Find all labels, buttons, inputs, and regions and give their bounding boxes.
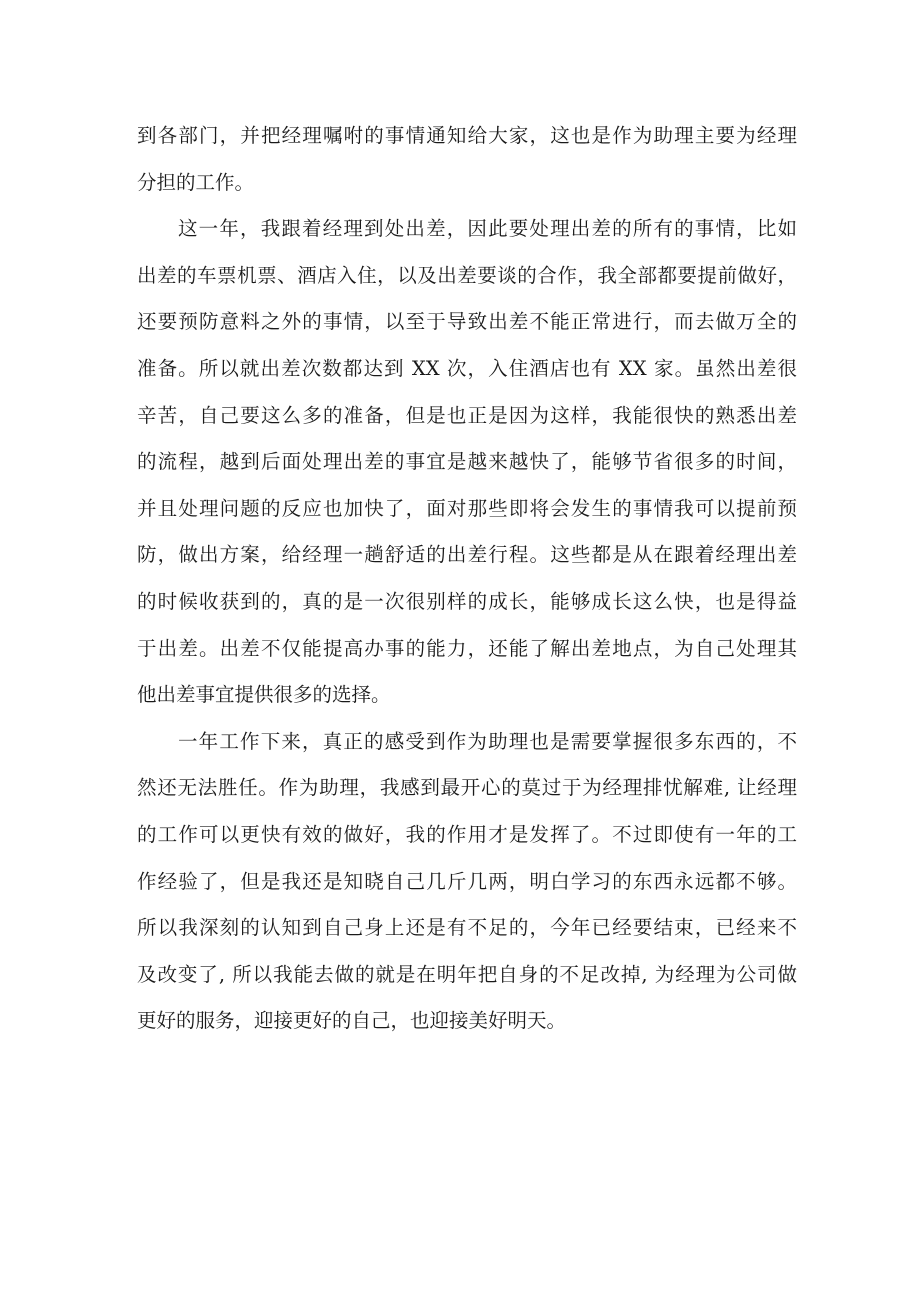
text-line: 的流程，越到后面处理出差的事宜是越来越快了，能够节省很多的时间，	[137, 450, 797, 474]
text-line: 准备。所以就出差次数都达到 XX 次，入住酒店也有 XX 家。虽然出差很	[137, 356, 797, 380]
text-line: 的时候收获到的，真的是一次很别样的成长，能够成长这么快，也是得益	[137, 589, 797, 613]
document-body	[137, 113, 797, 1045]
text-line: 一年工作下来，真正的感受到作为助理也是需要掌握很多东西的，不	[178, 729, 797, 753]
text-line: 更好的服务，迎接更好的自己，也迎接美好明天。	[137, 1009, 567, 1033]
paragraph-3	[137, 719, 797, 1045]
text-line: 这一年，我跟着经理到处出差，因此要处理出差的所有的事情，比如	[178, 217, 797, 241]
text-line: 辛苦，自己要这么多的准备，但是也正是因为这样，我能很快的熟悉出差	[137, 403, 797, 427]
text-line: 所以我深刻的认知到自己身上还是有不足的，今年已经要结束，已经来不	[137, 916, 797, 940]
text-line: 然还无法胜任。作为助理，我感到最开心的莫过于为经理排忧解难, 让经理	[137, 776, 797, 800]
paragraph-2	[137, 206, 797, 719]
text-line: 并且处理问题的反应也加快了，面对那些即将会发生的事情我可以提前预	[137, 496, 797, 520]
text-line: 及改变了, 所以我能去做的就是在明年把自身的不足改掉, 为经理为公司做	[137, 962, 797, 986]
text-line: 于出差。出差不仅能提高办事的能力，还能了解出差地点，为自己处理其	[137, 636, 797, 660]
text-line: 的工作可以更快有效的做好，我的作用才是发挥了。不过即使有一年的工	[137, 822, 797, 846]
text-line: 作经验了，但是我还是知晓自己几斤几两，明白学习的东西永远都不够。	[137, 869, 797, 893]
text-line: 他出差事宜提供很多的选择。	[137, 683, 391, 707]
text-line: 分担的工作。	[137, 170, 255, 194]
text-line: 出差的车票机票、酒店入住，以及出差要谈的合作，我全部都要提前做好，	[137, 263, 797, 287]
text-line: 防，做出方案，给经理一趟舒适的出差行程。这些都是从在跟着经理出差	[137, 543, 797, 567]
paragraph-1	[137, 113, 797, 206]
text-line: 到各部门，并把经理嘱咐的事情通知给大家，这也是作为助理主要为经理	[137, 124, 797, 147]
text-line: 还要预防意料之外的事情，以至于导致出差不能正常进行，而去做万全的	[137, 310, 797, 334]
